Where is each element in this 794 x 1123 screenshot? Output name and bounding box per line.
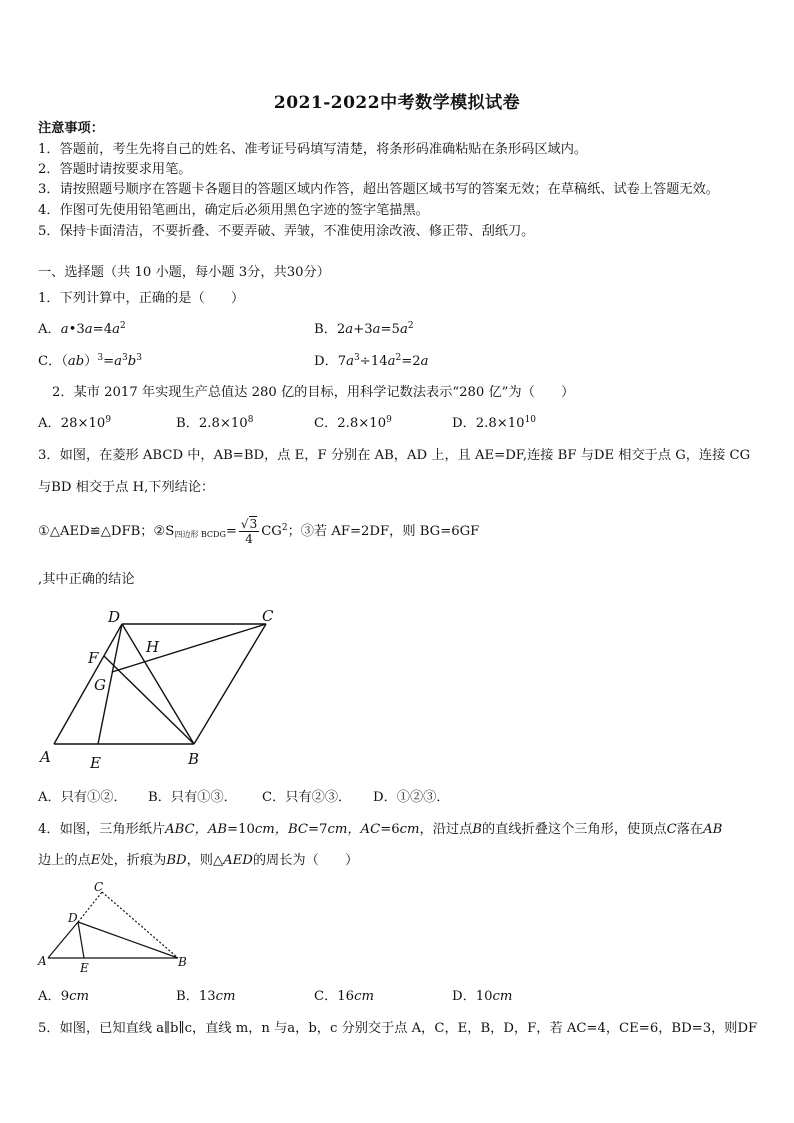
q1-option-a[interactable]: A．$a•3a=4a^2$ xyxy=(38,321,126,337)
edge-CB-dotted xyxy=(102,892,178,958)
q2-stem: 2．某市 2017 年实现生产总值达 280 亿的目标，用科学记数法表示“280 亿”为（ ） xyxy=(52,385,575,400)
label-H: H xyxy=(146,638,160,656)
q2-option-c[interactable]: C．$2.8\times 10^9$ xyxy=(314,415,392,431)
q1-stem: 1．下列计算中，正确的是（ ） xyxy=(38,291,245,306)
notice-item-5: 5．保持卡面清洁，不要折叠、不要弄破、弄皱，不准使用涂改液、修正带、刮纸刀。 xyxy=(38,224,535,239)
q1-option-d[interactable]: D．$7a^3\div 14a^2=2a$ xyxy=(314,353,429,369)
notice-item-4: 4．作图可先使用铅笔画出，确定后必须用黑色字迹的签字笔描黑。 xyxy=(38,203,429,218)
label-E: E xyxy=(90,754,101,772)
label-F: F xyxy=(88,649,99,667)
q3-rhombus-figure xyxy=(36,600,286,775)
edge-AC-lower xyxy=(48,922,78,958)
label-C: C xyxy=(262,607,274,625)
q4-option-a[interactable]: A．9cm xyxy=(38,989,90,1004)
edge-DA xyxy=(54,624,122,744)
q2-option-a[interactable]: A．$28\times 10^9$ xyxy=(38,415,112,431)
label-A: A xyxy=(40,748,51,766)
q4-option-c[interactable]: C．16cm xyxy=(314,989,374,1004)
q3-option-b[interactable]: B．只有①③． xyxy=(148,790,237,805)
edge-CB xyxy=(194,624,266,744)
notice-heading: 注意事项： xyxy=(38,121,104,136)
q3-option-c[interactable]: C．只有②③． xyxy=(262,790,352,805)
notice-item-1: 1．答题前，考生先将自己的姓名、准考证号码填写清楚，将条形码准确粘贴在条形码区域内。 xyxy=(38,142,588,157)
q1-option-b[interactable]: B．$2a+3a=5a^2$ xyxy=(314,321,414,337)
q3-stem-line2: 与BD 相交于点 H,下列结论： xyxy=(38,480,215,495)
label-E: E xyxy=(80,961,89,975)
q5-stem: 5．如图，已知直线 a∥b∥c，直线 m，n 与a，b，c 分别交于点 A，C，E，B，D，F，若 AC=4，CE=6，BD=3，则DF xyxy=(38,1021,758,1036)
label-B: B xyxy=(178,955,187,969)
q4-stem-line1: 4．如图，三角形纸片ABC，AB=10cm，BC=7cm，AC=6cm，沿过点B的直线折叠这个三角形，使顶点C落在AB xyxy=(38,822,723,837)
q4-option-b[interactable]: B．13cm xyxy=(176,989,236,1004)
q2-option-b[interactable]: B．$2.8\times 10^8$ xyxy=(176,415,254,431)
fraction-sqrt3-over-4: $\frac{√3}{4}$ xyxy=(240,517,258,546)
fold-line-BD xyxy=(78,922,178,958)
q1-option-c[interactable]: C．$(ab)^3=a^3b^3$ xyxy=(38,353,142,369)
segment-DE xyxy=(78,922,84,958)
segment-CG xyxy=(112,624,266,672)
section-heading: 一、选择题（共 10 小题，每小题 3分，共30分） xyxy=(38,265,330,280)
q4-stem-line2: 边上的点E处，折痕为BD，则△AED的周长为（ ） xyxy=(38,853,359,868)
edge-DC-dotted xyxy=(78,892,102,922)
q4-option-d[interactable]: D．10cm xyxy=(452,989,513,1004)
page-title: 2021-2022中考数学模拟试卷 xyxy=(273,93,521,113)
label-G: G xyxy=(94,676,106,694)
label-A: A xyxy=(38,954,47,968)
label-B: B xyxy=(188,750,200,768)
q4-triangle-figure xyxy=(36,878,192,976)
q3-conclusion-prompt: ,其中正确的结论 xyxy=(38,572,135,587)
q3-conclusions: ①△AED≌△DFB；$②S_{四边形 BCDG}=$ $\frac{√3}{4}$ $CG^2$；③若 AF=2DF，则 BG=6GF xyxy=(38,517,480,546)
q3-option-d[interactable]: D．①②③． xyxy=(373,790,450,805)
notice-item-3: 3．请按照题号顺序在答题卡各题目的答题区域内作答，超出答题区域书写的答案无效；在草稿纸、试卷上答题无效。 xyxy=(38,182,719,197)
q3-stem-line1: 3．如图，在菱形 ABCD 中，AB=BD，点 E，F 分别在 AB，AD 上，且 AE=DF,连接 BF 与DE 相交于点 G，连接 CG xyxy=(38,448,751,463)
q3-option-a[interactable]: A．只有①②． xyxy=(38,790,127,805)
q2-option-d[interactable]: D．$2.8\times 10^{10}$ xyxy=(452,415,537,431)
label-C: C xyxy=(94,880,104,894)
label-D: D xyxy=(68,911,78,925)
notice-item-2: 2．答题时请按要求用笔。 xyxy=(38,162,192,177)
label-D: D xyxy=(108,608,121,626)
